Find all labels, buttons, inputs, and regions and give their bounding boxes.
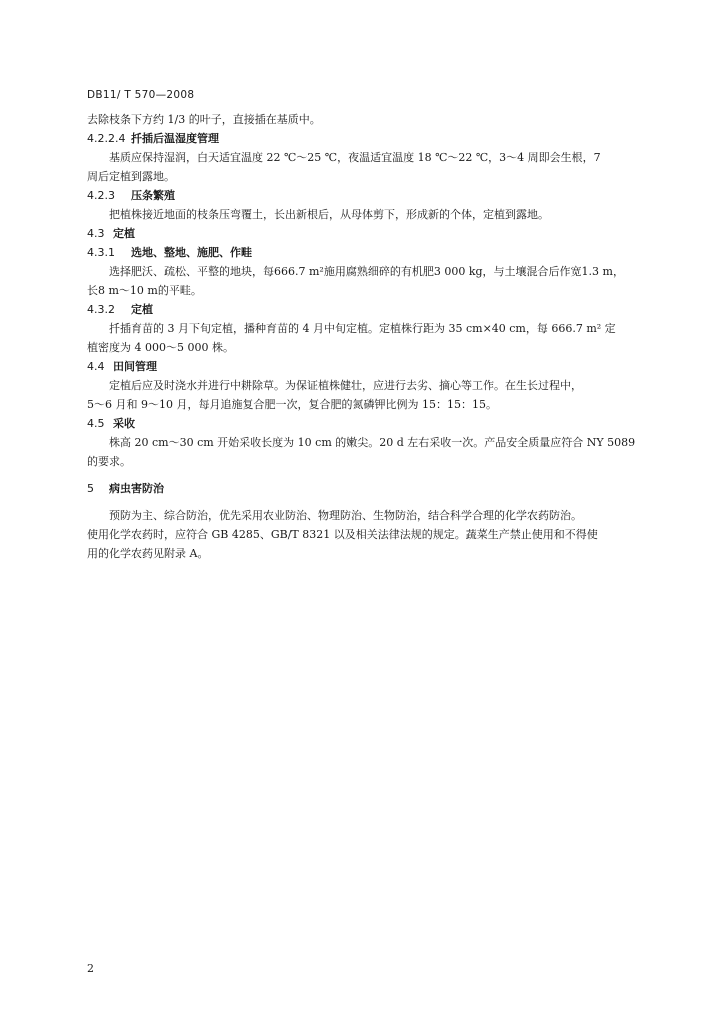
heading-title: 病虫害防治 xyxy=(109,482,164,495)
paragraph-line: 预防为主、综合防治，优先采用农业防治、物理防治、生物防治，结合科学合理的化学农药防治。 xyxy=(109,509,582,522)
heading-5 xyxy=(87,479,663,498)
heading-title: 定植 xyxy=(131,303,153,316)
heading-4-3 xyxy=(87,224,663,243)
document-body xyxy=(87,110,663,563)
heading-title: 扦插后温湿度管理 xyxy=(131,132,219,145)
heading-number: 5 xyxy=(87,482,94,495)
heading-number: 4.4 xyxy=(87,360,105,373)
paragraph-line: 用的化学农药见附录 A。 xyxy=(87,547,209,560)
heading-title: 田间管理 xyxy=(113,360,157,373)
paragraph-line: 5～6 月和 9～10 月，每月追施复合肥一次，复合肥的氮磷钾比例为 15：15：15。 xyxy=(87,398,497,411)
page-number: 2 xyxy=(87,962,94,975)
heading-number: 4.3 xyxy=(87,227,105,240)
paragraph-line: 植密度为 4 000～5 000 株。 xyxy=(87,341,234,354)
heading-4-3-1 xyxy=(87,243,663,262)
paragraph-line: 基质应保持湿润，白天适宜温度 22 ℃～25 ℃，夜温适宜温度 18 ℃～22 ℃，3～4 周即会生根，7 xyxy=(109,151,601,164)
heading-4-2-3 xyxy=(87,186,663,205)
paragraph-line: 长8 m～10 m的平畦。 xyxy=(87,284,202,297)
paragraph-line: 选择肥沃、疏松、平整的地块，每666.7 m²施用腐熟细碎的有机肥3 000 kg，与土壤混合后作宽1.3 m， xyxy=(109,265,624,278)
heading-title: 选地、整地、施肥、作畦 xyxy=(131,246,252,259)
paragraph-line: 把植株接近地面的枝条压弯覆土，长出新根后，从母体剪下，形成新的个体，定植到露地。 xyxy=(109,208,549,221)
heading-number: 4.3.2 xyxy=(87,303,115,316)
paragraph-line: 周后定植到露地。 xyxy=(87,170,175,183)
heading-number: 4.2.3 xyxy=(87,189,115,202)
paragraph-line: 定植后应及时浇水并进行中耕除草。为保证植株健壮，应进行去劣、摘心等工作。在生长过程中， xyxy=(109,379,582,392)
paragraph-line: 去除枝条下方约 1/3 的叶子，直接插在基质中。 xyxy=(87,113,321,126)
heading-number: 4.5 xyxy=(87,417,105,430)
heading-title: 压条繁殖 xyxy=(131,189,175,202)
paragraph-line: 株高 20 cm～30 cm 开始采收长度为 10 cm 的嫩尖。20 d 左右采收一次。产品安全质量应符合 NY 5089 xyxy=(109,436,636,449)
heading-4-3-2 xyxy=(87,300,663,319)
heading-4-5 xyxy=(87,414,663,433)
heading-number: 4.2.2.4 xyxy=(87,132,126,145)
document-code: DB11/ T 570—2008 xyxy=(87,89,195,101)
paragraph-line: 的要求。 xyxy=(87,455,131,468)
heading-4-2-2-4 xyxy=(87,129,663,148)
heading-number: 4.3.1 xyxy=(87,246,115,259)
heading-title: 采收 xyxy=(113,417,135,430)
heading-4-4 xyxy=(87,357,663,376)
paragraph-line: 扦插育苗的 3 月下旬定植，播种育苗的 4 月中旬定植。定植株行距为 35 cm×40 cm，每 666.7 m² 定 xyxy=(109,322,616,335)
paragraph-line: 使用化学农药时，应符合 GB 4285、GB/T 8321 以及相关法律法规的规定。蔬菜生产禁止使用和不得使 xyxy=(87,528,598,541)
heading-title: 定植 xyxy=(113,227,135,240)
